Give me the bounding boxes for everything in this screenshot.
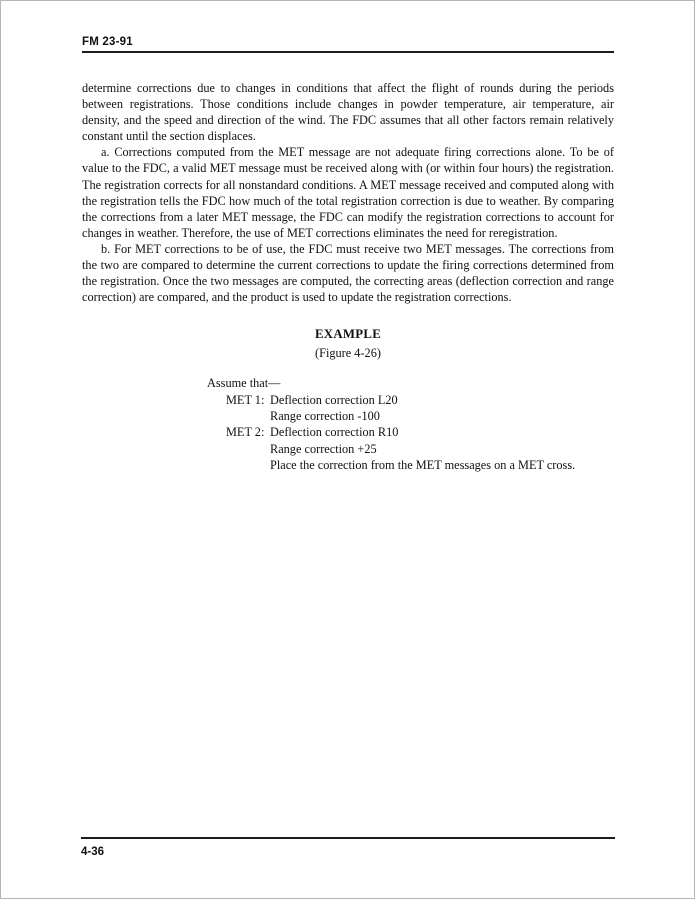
met-list	[226, 392, 614, 474]
met-label	[226, 408, 270, 424]
page-content	[1, 1, 694, 474]
example-block	[82, 326, 614, 473]
example-assume-line: Assume that—	[207, 376, 281, 391]
met-row	[226, 424, 614, 440]
paragraph-b: b. For MET corrections to be of use, the FDC must receive two MET messages. The corrections from the two are compared to determine the current corrections to update the firing corrections determined from the registration. Once the two messages are computed, the correcting areas (deflection correction and range correction) are compared, and the product is used to update the registration corrections.	[82, 241, 614, 305]
paragraph-intro: determine corrections due to changes in conditions that affect the flight of rounds during the periods between registrations. Those conditions include changes in powder temperature, air temperature, air density, and the speed and direction of the wind. The FDC assumes that all other factors remain relatively constant until the section displaces.	[82, 81, 614, 144]
body-text	[82, 80, 614, 305]
met-text: Deflection correction R10	[270, 425, 399, 440]
met-text: Range correction -100	[270, 408, 380, 423]
met-text: Range correction +25	[270, 441, 377, 456]
met-text: Place the correction from the MET messages on a MET cross.	[270, 458, 576, 473]
page-footer	[81, 837, 615, 858]
example-figure-reference: (Figure 4-26)	[315, 345, 381, 360]
page-header-doc-id: FM 23-91	[82, 36, 133, 48]
met-label: MET 2:	[226, 425, 265, 440]
paragraph-a: a. Corrections computed from the MET message are not adequate firing corrections alone. To be of value to the FDC, a valid MET message must be received along with (or within four hours) the registration. The registration corrects for all nonstandard conditions. A MET message received and computed along with the registration tells the FDC how much of the total registration correction is due to weather. By comparing the corrections from a later MET message, the FDC can modify the registration corrections to account for changes in weather. Therefore, the use of MET corrections eliminates the need for reregistration.	[82, 145, 614, 240]
met-row	[226, 457, 614, 473]
footer-rule	[81, 837, 615, 839]
met-label: MET 1:	[226, 392, 265, 407]
page-number: 4-36	[81, 846, 105, 858]
met-label	[226, 457, 270, 473]
met-row	[226, 408, 614, 424]
example-title: EXAMPLE	[314, 327, 382, 342]
met-label	[226, 441, 270, 457]
met-row	[226, 441, 614, 457]
met-row	[226, 392, 614, 408]
met-text: Deflection correction L20	[270, 392, 398, 407]
header-rule	[82, 51, 614, 53]
